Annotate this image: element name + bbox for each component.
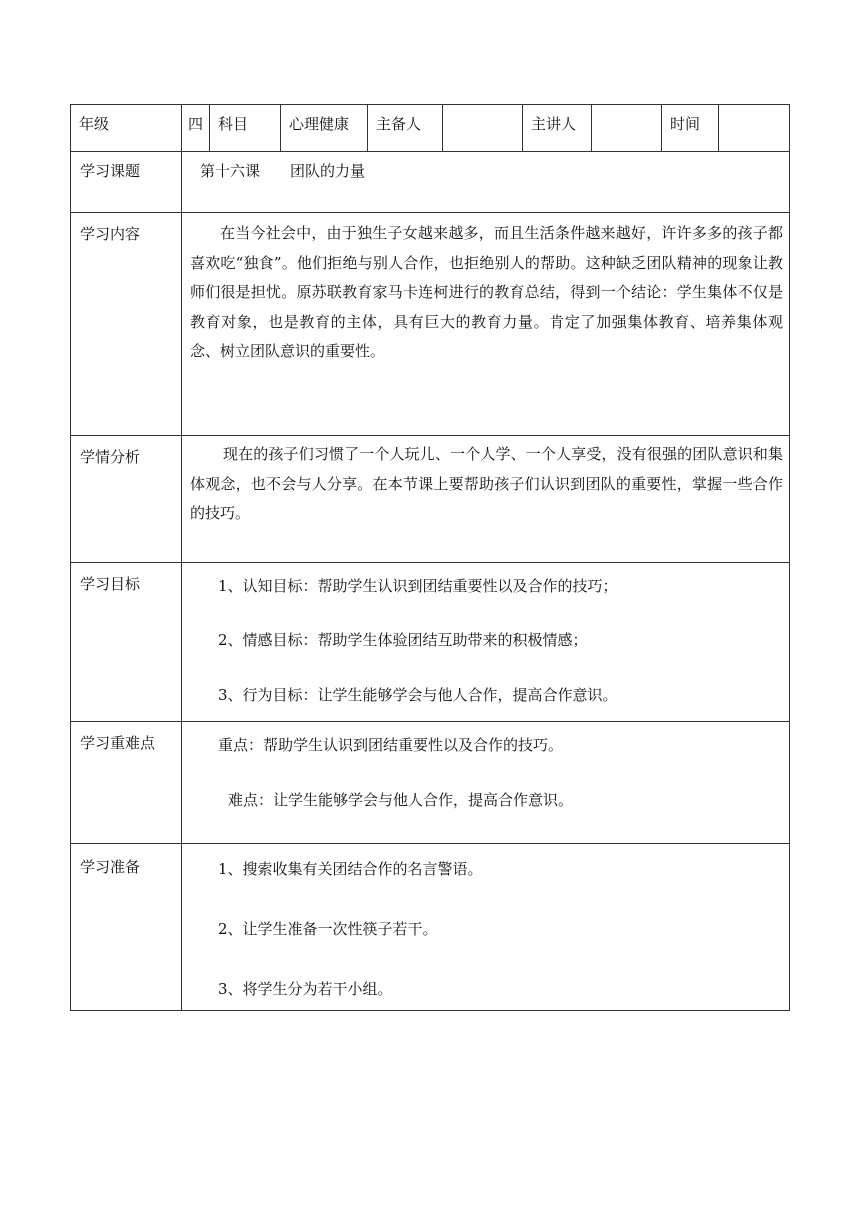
time-value (719, 105, 789, 113)
topic-row (71, 152, 790, 213)
content-row (71, 213, 790, 436)
time-label-cell (662, 105, 719, 152)
preparer-value (443, 105, 522, 113)
prep-list (182, 858, 789, 999)
lecturer-value (592, 105, 661, 113)
prep-cell (182, 844, 790, 1011)
keypoints-list (182, 734, 789, 810)
prep-item: 1、搜索收集有关团结合作的名言警语。 (218, 860, 483, 878)
analysis-row (71, 436, 790, 563)
preparer-label: 主备人 (376, 115, 422, 133)
time-value-cell (719, 105, 790, 152)
prep-label-cell (71, 844, 182, 1011)
goals-row (71, 563, 790, 722)
keypoints-label: 学习重难点 (80, 734, 156, 752)
prep-label: 学习准备 (80, 858, 141, 876)
preparer-value-cell (443, 105, 523, 152)
keypoints-row (71, 722, 790, 844)
content-paragraph: 在当今社会中，由于独生子女越来越多，而且生活条件越来越好，许许多多的孩子都喜欢吃“独食”。他们拒绝与别人合作，也拒绝别人的帮助。这种缺乏团队精神的现象让教师们很是担忧。原苏联教育家马卡连柯进行的教育总结，得到一个结论：学生集体不仅是教育对象，也是教育的主体，具有巨大的教育力量。肯定了加强集体教育、培养集体观念、树立团队意识的重要性。 (190, 224, 783, 360)
analysis-paragraph: 现在的孩子们习惯了一个人玩儿、一个人学、一个人享受，没有很强的团队意识和集体观念，也不会与人分享。在本节课上要帮助孩子们认识到团队的重要性，掌握一些合作的技巧。 (190, 445, 783, 522)
content-text-cell (182, 213, 790, 436)
goals-cell (182, 563, 790, 722)
lecturer-label: 主讲人 (531, 115, 577, 133)
content-label-cell (71, 213, 182, 436)
prep-item: 2、让学生准备一次性筷子若干。 (218, 920, 438, 938)
analysis-label-cell (71, 436, 182, 563)
header-row (71, 105, 790, 152)
subject-label: 科目 (218, 115, 249, 133)
topic-label-cell (71, 152, 182, 213)
content-label: 学习内容 (80, 225, 141, 243)
goals-label: 学习目标 (80, 575, 141, 593)
analysis-text-cell (182, 436, 790, 563)
subject-label-cell (210, 105, 281, 152)
grade-label-cell (71, 105, 182, 152)
lesson-topic: 第十六课 团队的力量 (200, 162, 366, 180)
topic-label: 学习课题 (80, 162, 141, 180)
preparer-label-cell (368, 105, 443, 152)
goal-item: 2、情感目标：帮助学生体验团结互助带来的积极情感； (218, 631, 588, 649)
lecturer-value-cell (592, 105, 662, 152)
subject-value: 心理健康 (289, 115, 350, 133)
grade-label: 年级 (79, 115, 110, 133)
grade-value-cell (182, 105, 210, 152)
lesson-plan-table (70, 104, 790, 1011)
prep-row (71, 844, 790, 1011)
analysis-label: 学情分析 (80, 448, 141, 466)
keypoints-cell (182, 722, 790, 844)
time-label: 时间 (670, 115, 701, 133)
grade-value: 四 (188, 115, 204, 133)
goal-item: 1、认知目标：帮助学生认识到团结重要性以及合作的技巧； (218, 577, 618, 595)
subject-value-cell (281, 105, 368, 152)
key-point: 重点：帮助学生认识到团结重要性以及合作的技巧。 (218, 736, 564, 754)
goals-list (182, 575, 789, 705)
lecturer-label-cell (523, 105, 592, 152)
keypoints-label-cell (71, 722, 182, 844)
topic-value-cell (182, 152, 790, 213)
goal-item: 3、行为目标：让学生能够学会与他人合作，提高合作意识。 (218, 686, 618, 704)
prep-item: 3、将学生分为若干小组。 (218, 980, 393, 998)
goals-label-cell (71, 563, 182, 722)
difficult-point: 难点：让学生能够学会与他人合作，提高合作意识。 (228, 791, 574, 809)
